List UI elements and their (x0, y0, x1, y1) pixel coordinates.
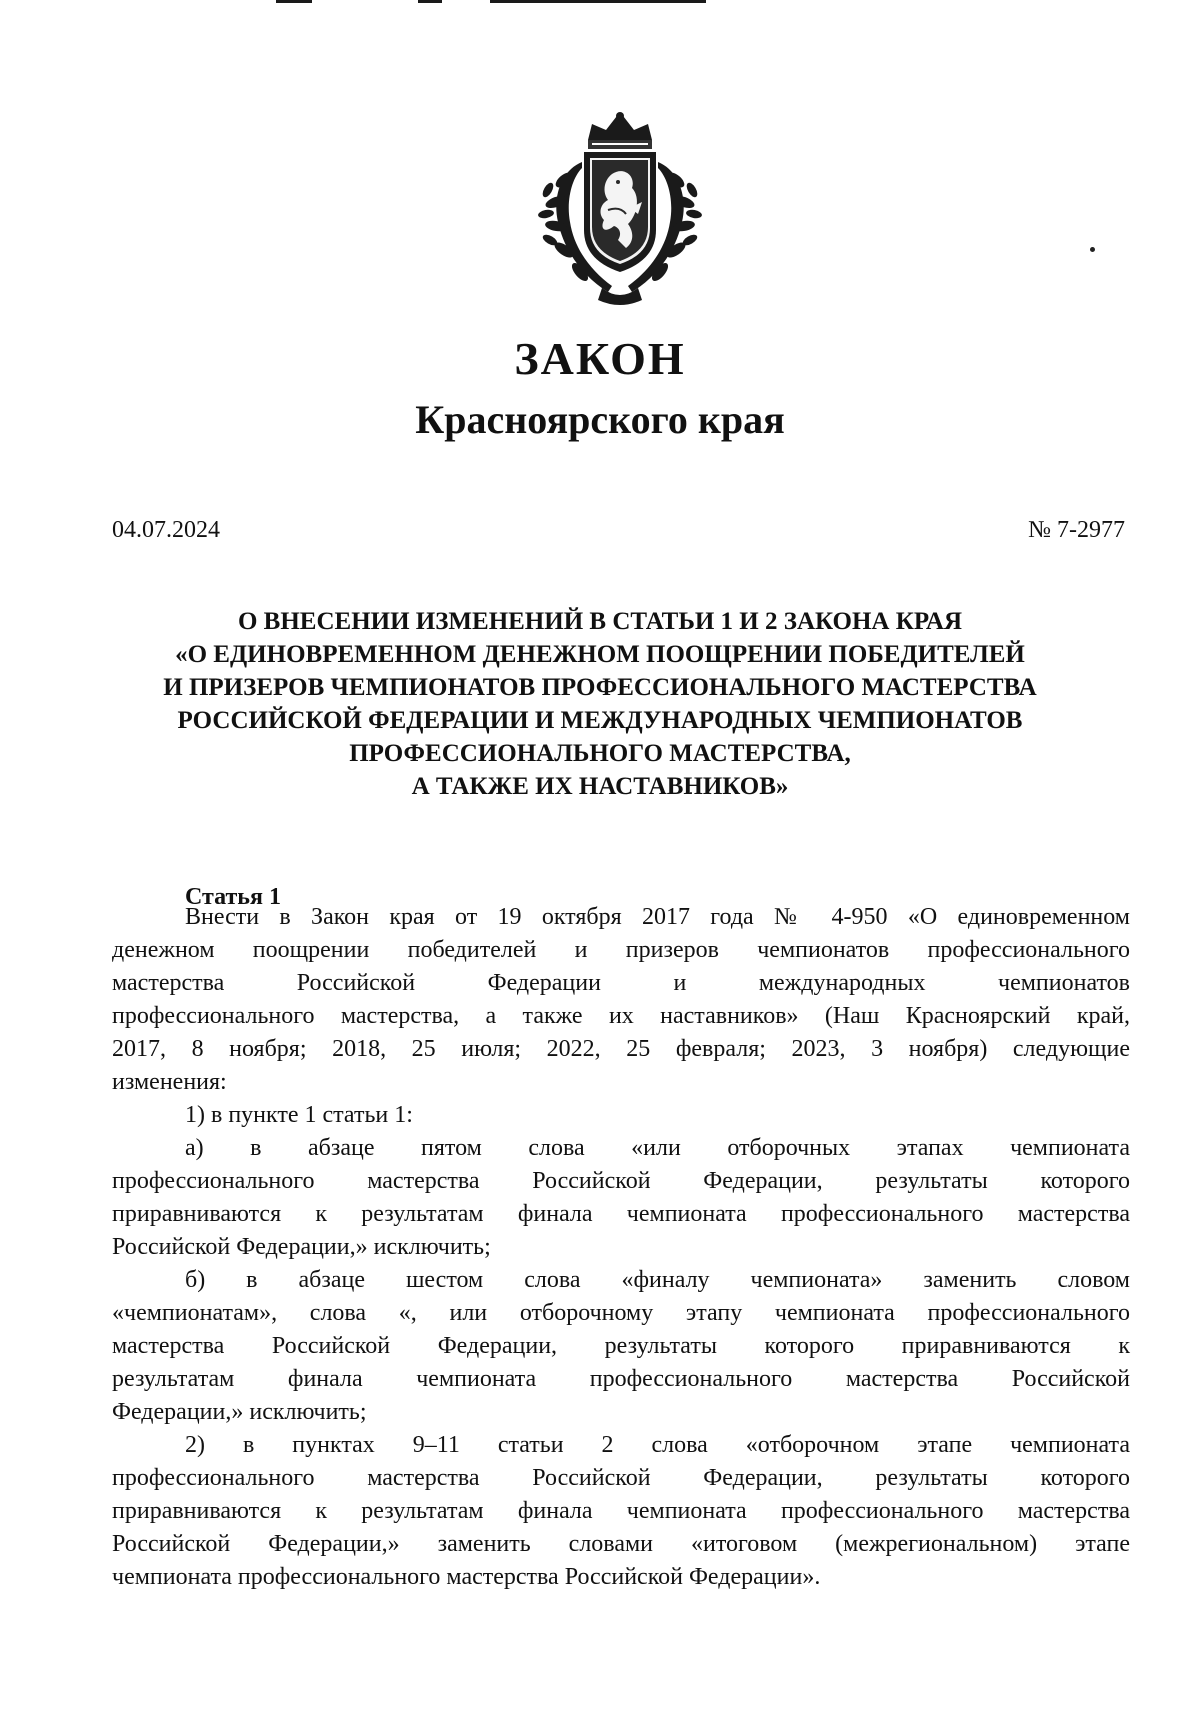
body-line: Российской Федерации,» исключить; (112, 1234, 491, 1260)
heading-line: О ВНЕСЕНИИ ИЗМЕНЕНИЙ В СТАТЬИ 1 И 2 ЗАКОНА КРАЯ (237, 608, 963, 635)
heading-line: «О ЕДИНОВРЕМЕННОМ ДЕНЕЖНОМ ПООЩРЕНИИ ПОБЕДИТЕЛЕЙ (175, 641, 1025, 668)
body-line: мастерства Российской Федерации и международных чемпионатов (112, 970, 1130, 996)
body-line: результатам финала чемпионата профессионального мастерства Российской (112, 1366, 1130, 1392)
scan-mark (418, 0, 442, 3)
scan-speck (1090, 247, 1095, 252)
scan-edge-marks (0, 0, 1200, 8)
body-line: Российской Федерации,» заменить словами «итоговом (межрегиональном) этапе (112, 1531, 1130, 1557)
article-body (112, 901, 1130, 1594)
heading-line: ПРОФЕССИОНАЛЬНОГО МАСТЕРСТВА, (349, 740, 851, 767)
document-title: ЗАКОН (514, 333, 686, 384)
document-date: 04.07.2024 (112, 517, 220, 543)
law-heading (80, 605, 1120, 803)
body-line: профессионального мастерства Российской Федерации, результаты которого (112, 1168, 1130, 1194)
body-line: профессионального мастерства, а также их наставников» (Наш Красноярский край, (112, 1003, 1130, 1029)
body-line: 1) в пункте 1 статьи 1: (185, 1102, 413, 1128)
heading-line: И ПРИЗЕРОВ ЧЕМПИОНАТОВ ПРОФЕССИОНАЛЬНОГО МАСТЕРСТВА (163, 674, 1037, 701)
body-line: Федерации,» исключить; (112, 1399, 367, 1425)
scan-mark (276, 0, 312, 3)
heading-line: А ТАКЖЕ ИХ НАСТАВНИКОВ» (411, 773, 789, 800)
body-line: приравниваются к результатам финала чемпионата профессионального мастерства (112, 1498, 1130, 1524)
scan-mark (490, 0, 706, 3)
body-line: 2017, 8 ноября; 2018, 25 июля; 2022, 25 февраля; 2023, 3 ноября) следующие (112, 1036, 1130, 1062)
body-line: изменения: (112, 1069, 227, 1095)
body-line: «чемпионатам», слова «, или отборочному этапу чемпионата профессионального (112, 1300, 1130, 1326)
body-line: Внести в Закон края от 19 октября 2017 года № 4-950 «О единовременном (185, 904, 1130, 930)
body-line: денежном поощрении победителей и призеров чемпионатов профессионального (112, 937, 1130, 963)
body-line: профессионального мастерства Российской Федерации, результаты которого (112, 1465, 1130, 1491)
body-line: 2) в пунктах 9–11 статьи 2 слова «отборочном этапе чемпионата (185, 1432, 1130, 1458)
document-number: № 7-2977 (1028, 517, 1125, 543)
body-line: чемпионата профессионального мастерства Российской Федерации». (112, 1564, 821, 1590)
body-line: мастерства Российской Федерации, результаты которого приравниваются к (112, 1333, 1130, 1359)
body-line: приравниваются к результатам финала чемпионата профессионального мастерства (112, 1201, 1130, 1227)
coat-of-arms-krasnoyarsk-krai-icon (538, 110, 702, 310)
article-title: Статья 1 (185, 884, 281, 910)
heading-line: РОССИЙСКОЙ ФЕДЕРАЦИИ И МЕЖДУНАРОДНЫХ ЧЕМПИОНАТОВ (177, 707, 1023, 734)
body-line: а) в абзаце пятом слова «или отборочных этапах чемпионата (185, 1135, 1130, 1161)
body-line: б) в абзаце шестом слова «финалу чемпионата» заменить словом (185, 1267, 1130, 1293)
document-subtitle: Красноярского края (415, 397, 785, 442)
